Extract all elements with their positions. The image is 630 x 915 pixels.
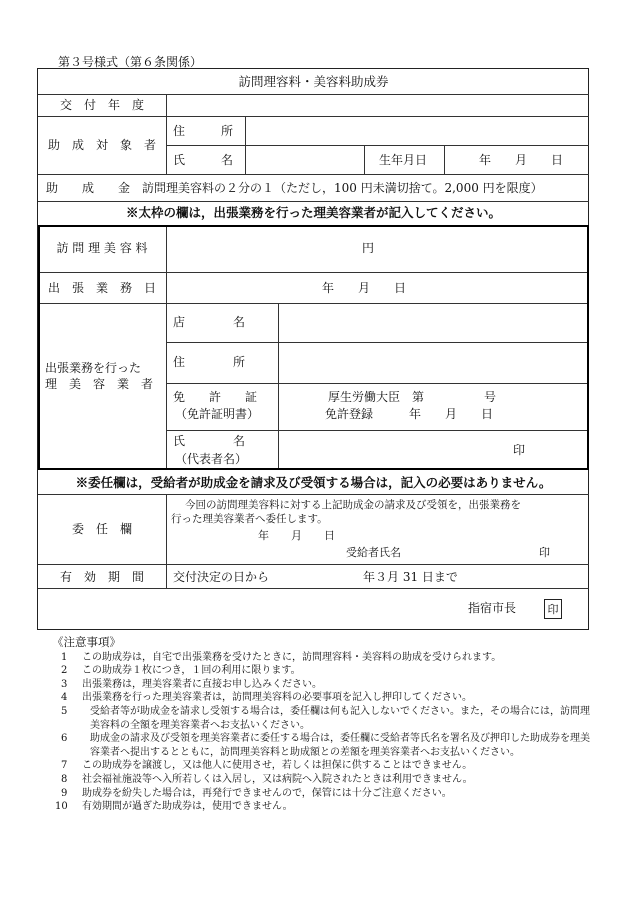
column-divider xyxy=(364,145,365,174)
thick-frame-notice: ※太枠の欄は，出張業務を行った理美容業者が記入してください。 xyxy=(125,205,501,220)
column-divider xyxy=(166,494,167,588)
note-item: 5 受給者等が助成金を請求し受領する場合は，委任欄は何も記入しないでください。また，その場合には，訪問理美容料の全額を理美容業者へお支払いください。 xyxy=(61,705,590,731)
form-number: 第３号様式（第６条関係） xyxy=(58,55,203,69)
subsidy-description: 訪問理美容料の２分の１（ただし，100 円未満切捨て。2,000 円を限度） xyxy=(142,181,543,195)
label-validity: 有 効 期 間 xyxy=(59,570,144,584)
note-item: 4 出張業務を行った理美容業者は，訪問理美容料の必要事項を記入し押印してください。 xyxy=(61,692,472,704)
recipient-seal: 印 xyxy=(539,546,550,559)
label-business-line2: 理 美 容 業 者 xyxy=(45,377,154,391)
delegation-text-line1: 今回の訪問理美容料に対する上記助成金の請求及び受領を，出張業務を xyxy=(185,499,521,511)
mayor-title: 指宿市長 xyxy=(468,601,517,615)
row-divider xyxy=(166,145,589,146)
license-registration: 免許登録 年 月 日 xyxy=(325,407,494,421)
note-item: 3 出張業務は，理美容業者に直接お申し込みください。 xyxy=(61,678,322,690)
row-divider xyxy=(38,94,589,95)
label-address: 住 所 xyxy=(173,124,234,138)
label-subsidy: 助 成 金 xyxy=(46,181,131,195)
row-divider xyxy=(38,588,589,589)
mayor-seal-box xyxy=(544,599,562,619)
label-license: 免 許 証 xyxy=(173,390,258,404)
mayor-seal: 印 xyxy=(547,603,559,616)
note-item: 8 社会福祉施設等へ入所若しくは入居し，又は病院へ入院されたときは利用できません。 xyxy=(61,773,473,785)
label-rep-sub: （代表者名） xyxy=(175,452,248,466)
label-business-address: 住 所 xyxy=(173,355,246,369)
minister-number: 厚生労働大臣 第 号 xyxy=(328,390,497,404)
notes-heading: 《注意事項》 xyxy=(52,635,121,649)
notes-section xyxy=(52,636,592,814)
label-subject: 助 成 対 象 者 xyxy=(47,138,156,152)
business-entry-frame xyxy=(38,225,589,470)
label-recipient-name: 受給者氏名 xyxy=(346,546,401,559)
row-divider xyxy=(38,201,589,202)
label-visit-fee: 訪 問 理 美 容 料 xyxy=(56,241,148,255)
note-item: 10 有効期間が過ぎた助成券は，使用できません。 xyxy=(55,801,293,813)
row-divider xyxy=(38,174,589,175)
row-divider xyxy=(38,116,589,117)
validity-from: 交付決定の日から xyxy=(173,570,270,584)
label-trip-date: 出 張 業 務 日 xyxy=(47,281,156,295)
note-item: 9 助成券を紛失した場合は，再発行できませんので，保管には十分ご注意ください。 xyxy=(61,787,452,799)
column-divider xyxy=(245,116,246,174)
delegation-notice: ※委任欄は，受給者が助成金を請求及び受領する場合は，記入の必要はありません。 xyxy=(75,475,552,490)
delegation-date: 年 月 日 xyxy=(258,529,335,542)
column-divider xyxy=(444,145,445,174)
column-divider xyxy=(166,94,167,174)
label-rep-name: 氏 名 xyxy=(173,434,246,448)
birth-date: 年 月 日 xyxy=(479,153,564,167)
label-fiscal-year: 交 付 年 度 xyxy=(59,98,144,112)
row-divider xyxy=(38,494,589,495)
note-item: 6 助成金の請求及び受領を理美容業者に委任する場合は，委任欄に受給者等氏名を署名及び押印した助成券を理美容業者へ提出するとともに，訪問理美容料と助成額との差額を理美容業者へお支払いください。 xyxy=(61,733,590,758)
business-seal: 印 xyxy=(513,443,526,457)
label-name: 氏 名 xyxy=(173,153,234,167)
label-shop: 店 名 xyxy=(173,315,246,329)
delegation-text-line2: 行った理美容業者へ委任します。 xyxy=(171,513,328,525)
label-business-line1: 出張業務を行った xyxy=(45,361,142,375)
note-item: 1 この助成券は，自宅で出張業務を受けたときに，訪問理容料・美容料の助成を受けられます。 xyxy=(61,651,502,663)
voucher-title: 訪問理容料・美容料助成券 xyxy=(238,74,389,89)
note-item: 2 この助成券１枚につき，１回の利用に限ります。 xyxy=(61,665,301,677)
note-item: 7 この助成券を譲渡し，又は他人に使用させ，若しくは担保に供することはできません。 xyxy=(61,760,473,772)
label-delegation: 委 任 欄 xyxy=(71,522,132,536)
label-license-sub: （免許証明書） xyxy=(175,407,260,421)
yen-unit: 円 xyxy=(362,241,375,255)
validity-to: 年３月 31 日まで xyxy=(363,570,458,584)
label-birth: 生年月日 xyxy=(379,153,428,167)
row-divider xyxy=(38,564,589,565)
trip-date-ymd: 年 月 日 xyxy=(322,281,407,295)
